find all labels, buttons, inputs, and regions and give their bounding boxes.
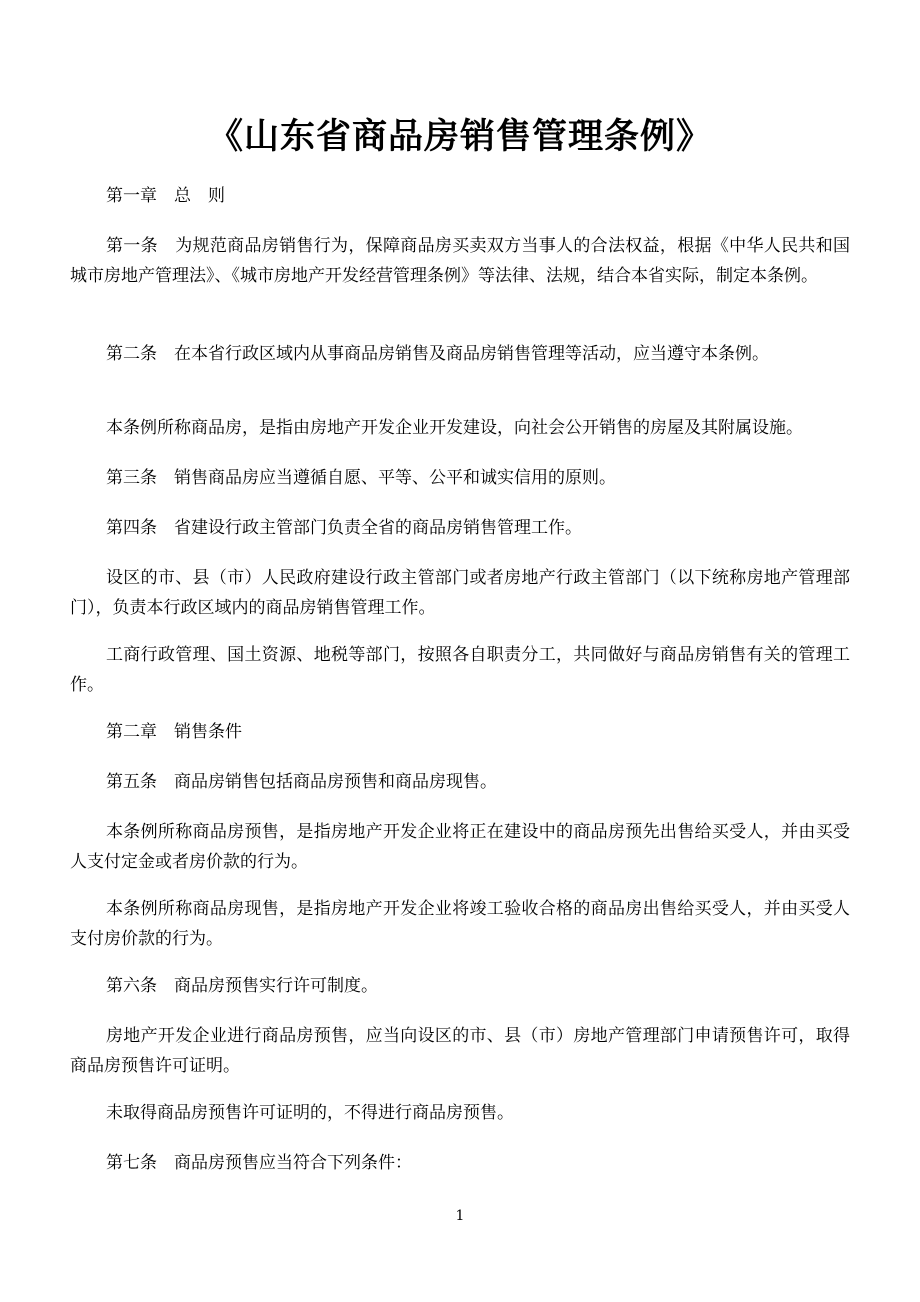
article-1: 第一条 为规范商品房销售行为，保障商品房买卖双方当事人的合法权益，根据《中华人民共和国城市房地产管理法》、《城市房地产开发经营管理条例》等法律、法规，结合本省实际，制定本条例。 [70, 236, 850, 286]
chapter-heading-2: 第二章 销售条件 [106, 722, 242, 742]
article-5-spot-sale-definition: 本条例所称商品房现售，是指房地产开发企业将竣工验收合格的商品房出售给买受人，并由买受人支付房价款的行为。 [70, 899, 850, 949]
article-6: 第六条 商品房预售实行许可制度。 [106, 976, 378, 996]
article-5-presale-definition: 本条例所称商品房预售，是指房地产开发企业将正在建设中的商品房预先出售给买受人，并由买受人支付定金或者房价款的行为。 [70, 822, 850, 872]
article-3: 第三条 销售商品房应当遵循自愿、平等、公平和诚实信用的原则。 [106, 468, 616, 488]
article-2-definition: 本条例所称商品房，是指由房地产开发企业开发建设，向社会公开销售的房屋及其附属设施。 [106, 418, 803, 438]
article-2: 第二条 在本省行政区域内从事商品房销售及商品房销售管理等活动，应当遵守本条例。 [106, 344, 769, 364]
article-6-paragraph-3: 未取得商品房预售许可证明的，不得进行商品房预售。 [106, 1103, 514, 1123]
article-5: 第五条 商品房销售包括商品房预售和商品房现售。 [106, 772, 497, 792]
article-7: 第七条 商品房预售应当符合下列条件： [106, 1153, 412, 1173]
chapter-heading-1: 第一章 总 则 [106, 186, 225, 206]
article-4: 第四条 省建设行政主管部门负责全省的商品房销售管理工作。 [106, 518, 582, 538]
article-4-paragraph-2: 设区的市、县（市）人民政府建设行政主管部门或者房地产行政主管部门（以下统称房地产管理部门），负责本行政区域内的商品房销售管理工作。 [70, 568, 850, 618]
document-title: 《山东省商品房销售管理条例》 [207, 117, 712, 157]
article-4-paragraph-3: 工商行政管理、国土资源、地税等部门，按照各自职责分工，共同做好与商品房销售有关的管理工作。 [70, 645, 850, 695]
article-6-paragraph-2: 房地产开发企业进行商品房预售，应当向设区的市、县（市）房地产管理部门申请预售许可，取得商品房预售许可证明。 [70, 1026, 850, 1076]
page-number: 1 [455, 1208, 465, 1224]
